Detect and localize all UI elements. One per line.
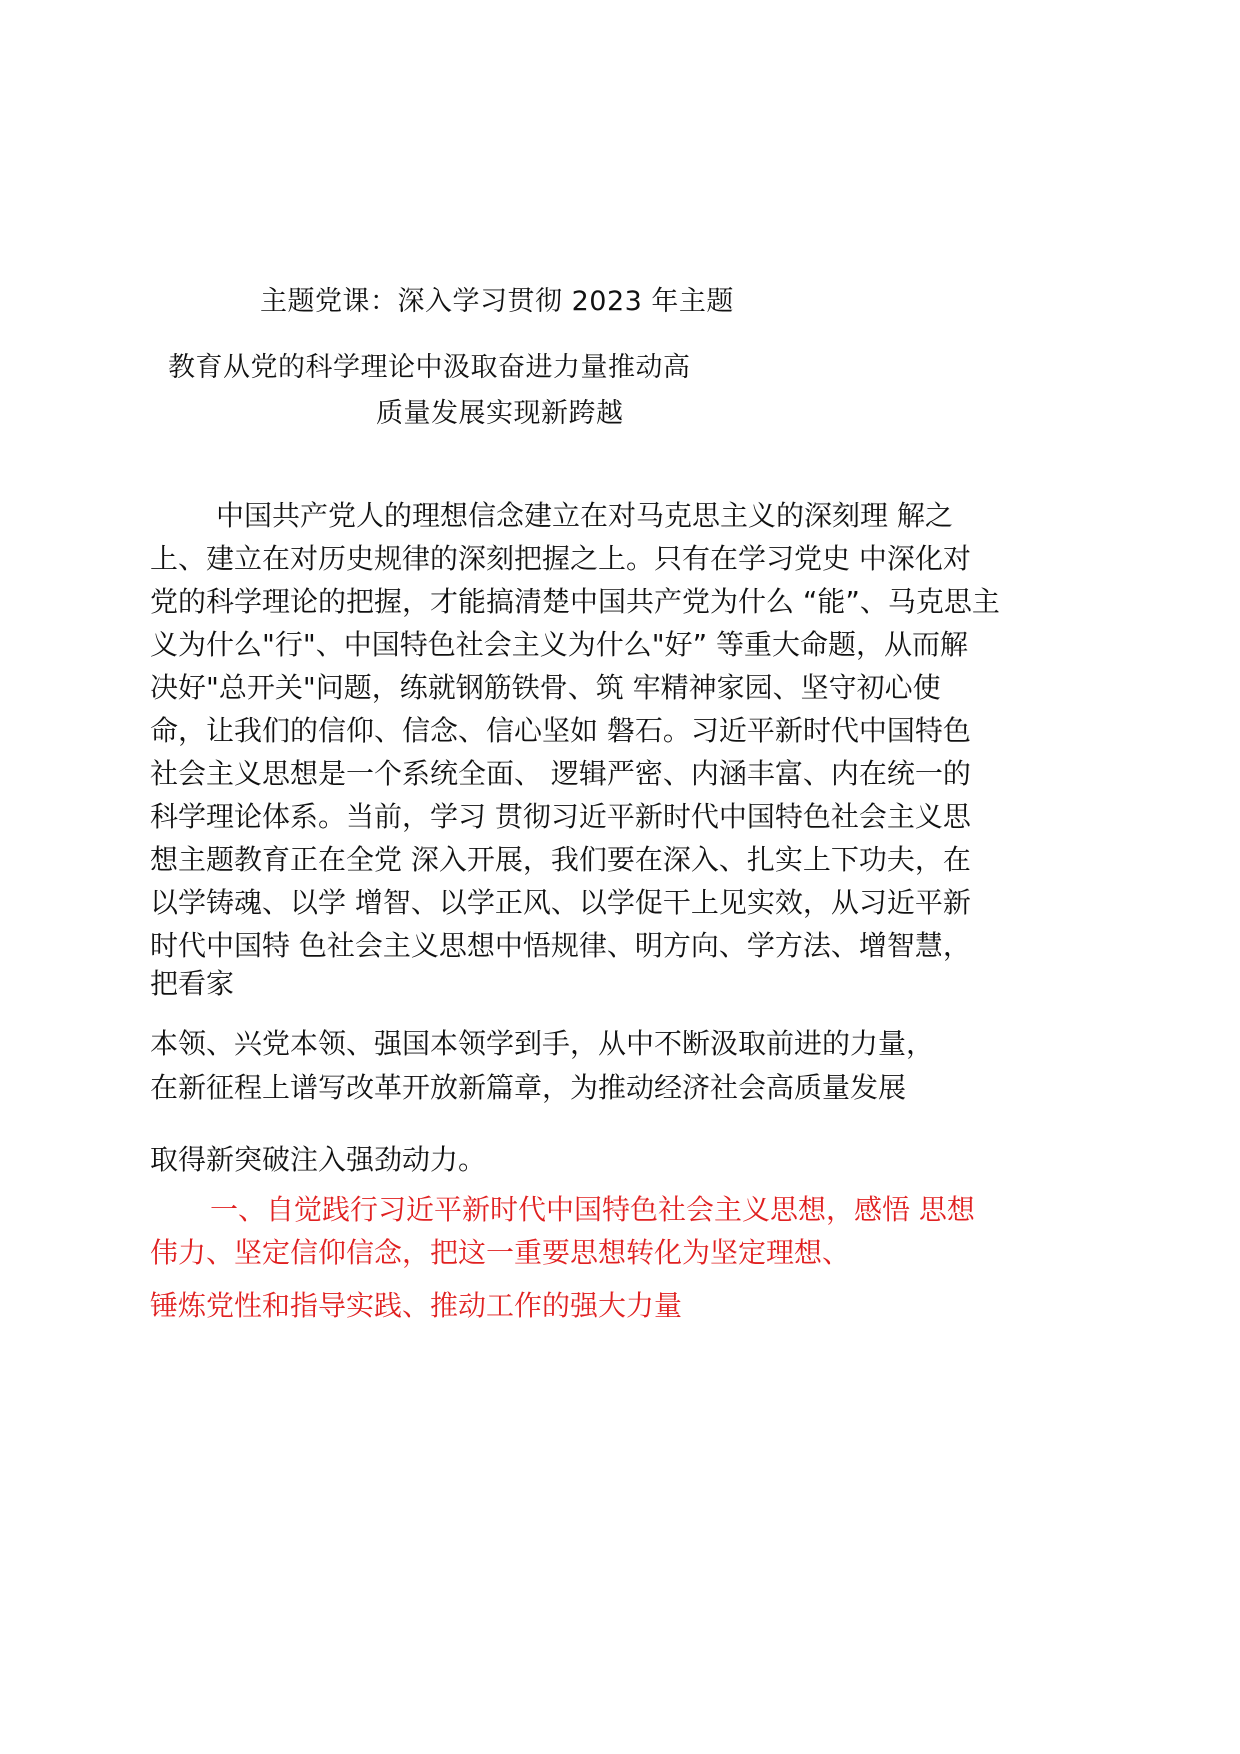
title-line-2: 教育从党的科学理论中汲取奋进力量推动高 <box>168 352 691 383</box>
body-line-15: 取得新突破注入强劲动力。 <box>150 1143 487 1176</box>
section-heading-line-1: 一、自觉践行习近平新时代中国特色社会主义思想，感悟 思想 <box>210 1193 975 1226</box>
body-line-10: 以学铸魂、以学 增智、以学正风、以学促干上见实效，从习近平新 <box>150 886 971 919</box>
body-line-5: 决好"总开关"问题，练就钢筋铁骨、筑 牢精神家园、坚守初心使 <box>150 671 941 704</box>
body-line-8: 科学理论体系。当前，学习 贯彻习近平新时代中国特色社会主义思 <box>150 800 971 833</box>
section-heading-line-2: 伟力、坚定信仰信念，把这一重要思想转化为坚定理想、 <box>150 1236 851 1269</box>
body-line-11: 时代中国特 色社会主义思想中悟规律、明方向、学方法、增智慧， <box>150 929 971 962</box>
section-heading-line-3: 锤炼党性和指导实践、推动工作的强大力量 <box>150 1289 683 1322</box>
body-line-1: 中国共产党人的理想信念建立在对马克思主义的深刻理 解之 <box>216 499 953 532</box>
body-line-4: 义为什么"行"、中国特色社会主义为什么"好” 等重大命题，从而解 <box>150 628 969 661</box>
body-line-12: 把看家 <box>150 967 235 1000</box>
title-line-1: 主题党课：深入学习贯彻 2023 年主题 <box>260 286 734 317</box>
body-line-6: 命，让我们的信仰、信念、信心坚如 磐石。习近平新时代中国特色 <box>150 714 971 747</box>
body-line-13: 本领、兴党本领、强国本领学到手，从中不断汲取前进的力量， <box>150 1027 935 1060</box>
body-line-3: 党的科学理论的把握，才能搞清楚中国共产党为什么 “能”、马克思主 <box>150 585 1000 618</box>
body-line-9: 想主题教育正在全党 深入开展，我们要在深入、扎实上下功夫，在 <box>150 843 971 876</box>
body-line-7: 社会主义思想是一个系统全面、 逻辑严密、内涵丰富、内在统一的 <box>150 757 971 790</box>
title-line-3: 质量发展实现新跨越 <box>376 398 624 429</box>
body-line-14: 在新征程上谱写改革开放新篇章，为推动经济社会高质量发展 <box>150 1071 907 1104</box>
body-line-2: 上、建立在对历史规律的深刻把握之上。只有在学习党史 中深化对 <box>150 542 971 575</box>
